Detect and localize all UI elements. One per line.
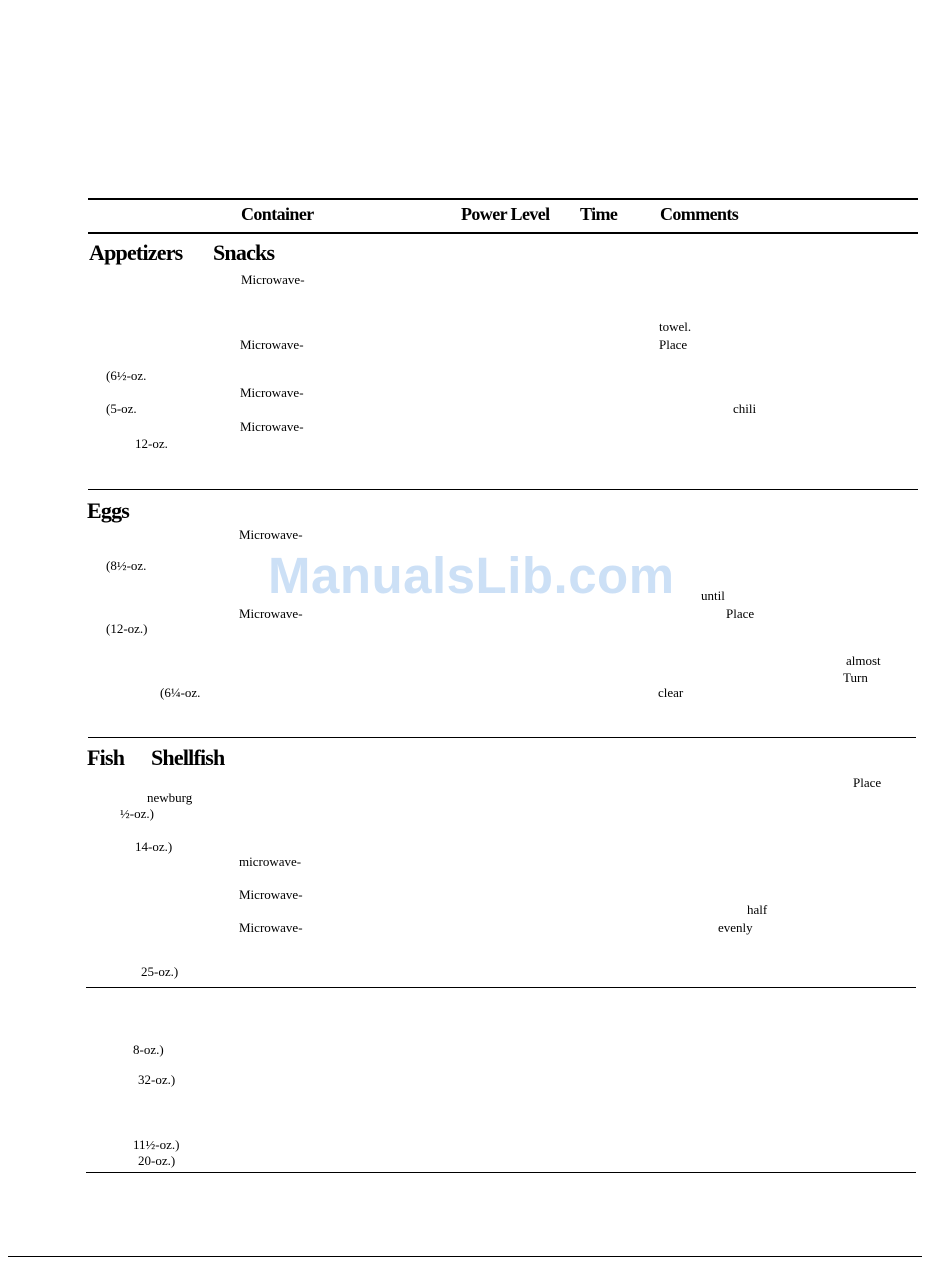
container-cell: Microwave- xyxy=(241,272,305,287)
comment-fragment: chili xyxy=(733,401,757,416)
section-title-shellfish: Shellfish xyxy=(151,745,225,770)
item-fragment: 12-oz. xyxy=(135,436,168,451)
item-fragment: (12-oz.) xyxy=(106,621,148,636)
item-fragment: 20-oz.) xyxy=(138,1153,176,1168)
comment-fragment: towel. xyxy=(659,319,692,334)
item-fragment: newburg xyxy=(147,790,193,805)
item-fragment: 14-oz.) xyxy=(135,839,173,854)
section-title-snacks: Snacks xyxy=(213,240,275,265)
column-header-comments: Comments xyxy=(660,204,739,224)
column-header-container: Container xyxy=(241,204,314,224)
item-fragment: 32-oz.) xyxy=(138,1072,176,1087)
item-fragment: (6½-oz. xyxy=(106,368,147,383)
container-cell: Microwave- xyxy=(239,606,303,621)
comment-fragment: Place xyxy=(726,606,755,621)
section-divider-fish xyxy=(86,987,916,988)
comment-fragment: evenly xyxy=(718,920,753,935)
section-title-appetizers: Appetizers xyxy=(89,240,183,265)
comment-fragment: almost xyxy=(846,653,881,668)
column-header-time: Time xyxy=(580,204,618,224)
column-header-power-level: Power Level xyxy=(461,204,550,224)
item-fragment: (6¼-oz. xyxy=(160,685,201,700)
section-divider-last xyxy=(86,1172,916,1173)
item-fragment: 25-oz.) xyxy=(141,964,179,979)
section-title-eggs: Eggs xyxy=(87,498,130,523)
section-divider-appetizers xyxy=(88,489,918,490)
table-top-rule xyxy=(88,198,918,200)
watermark: ManualsLib.com xyxy=(268,547,675,604)
comment-fragment: half xyxy=(747,902,768,917)
comment-fragment: Place xyxy=(853,775,882,790)
container-cell: Microwave- xyxy=(240,419,304,434)
container-cell: microwave- xyxy=(239,854,302,869)
section-title-fish: Fish xyxy=(87,745,125,770)
comment-fragment: until xyxy=(701,588,725,603)
container-cell: Microwave- xyxy=(239,527,303,542)
container-cell: Microwave- xyxy=(239,920,303,935)
item-fragment: (5-oz. xyxy=(106,401,137,416)
section-divider-eggs xyxy=(88,737,916,738)
item-fragment: 8-oz.) xyxy=(133,1042,164,1057)
comment-fragment: Place xyxy=(659,337,688,352)
container-cell: Microwave- xyxy=(240,337,304,352)
container-cell: Microwave- xyxy=(239,887,303,902)
item-fragment: (8½-oz. xyxy=(106,558,147,573)
container-cell: Microwave- xyxy=(240,385,304,400)
comment-fragment: clear xyxy=(658,685,684,700)
item-fragment: ½-oz.) xyxy=(120,806,154,821)
header-bottom-rule xyxy=(88,232,918,234)
page-footer-rule xyxy=(8,1256,922,1257)
comment-fragment: Turn xyxy=(843,670,868,685)
item-fragment: 11½-oz.) xyxy=(133,1137,180,1152)
